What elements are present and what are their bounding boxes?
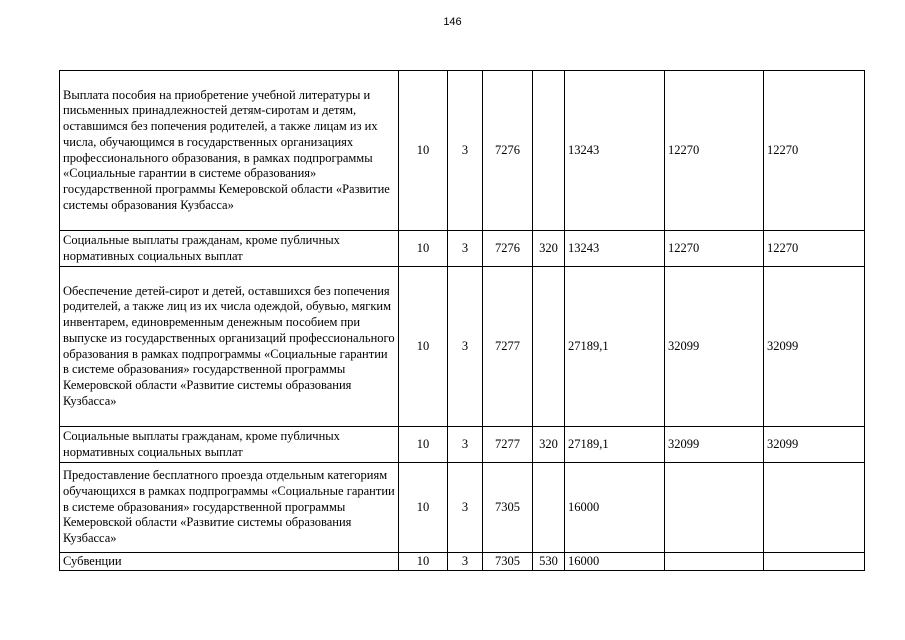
page-number: 146 bbox=[443, 16, 462, 28]
section-code: 10 bbox=[399, 427, 448, 463]
subsection-code: 3 bbox=[448, 231, 483, 267]
budget-table bbox=[59, 70, 865, 571]
expense-type-code bbox=[533, 71, 565, 231]
table-row bbox=[60, 553, 865, 571]
amount-year-3 bbox=[764, 553, 865, 571]
expense-type-code: 530 bbox=[533, 553, 565, 571]
row-description: Выплата пособия на приобретение учебной литературы и письменных принадлежностей детям-сиротам и детям, оставшимся без попечения родителей, а также лицам из их числа, обучающимся в государственных организациях профессионального образования, в рамках подпрограммы «Социальные гарантии в системе образования» государственной программы Кемеровской области «Развитие системы образования Кузбасса» bbox=[60, 71, 399, 231]
subsection-code: 3 bbox=[448, 553, 483, 571]
target-article-code: 7305 bbox=[483, 463, 533, 553]
section-code: 10 bbox=[399, 463, 448, 553]
subsection-code: 3 bbox=[448, 463, 483, 553]
subsection-code: 3 bbox=[448, 267, 483, 427]
subsection-code: 3 bbox=[448, 427, 483, 463]
target-article-code: 7277 bbox=[483, 267, 533, 427]
row-description: Социальные выплаты гражданам, кроме публичных нормативных социальных выплат bbox=[60, 231, 399, 267]
target-article-code: 7305 bbox=[483, 553, 533, 571]
amount-year-2 bbox=[665, 463, 764, 553]
amount-year-3: 12270 bbox=[764, 71, 865, 231]
target-article-code: 7276 bbox=[483, 231, 533, 267]
row-description: Социальные выплаты гражданам, кроме публичных нормативных социальных выплат bbox=[60, 427, 399, 463]
table-row bbox=[60, 71, 865, 231]
section-code: 10 bbox=[399, 71, 448, 231]
expense-type-code bbox=[533, 463, 565, 553]
subsection-code: 3 bbox=[448, 71, 483, 231]
amount-year-1: 13243 bbox=[565, 231, 665, 267]
section-code: 10 bbox=[399, 553, 448, 571]
expense-type-code: 320 bbox=[533, 231, 565, 267]
amount-year-3: 32099 bbox=[764, 267, 865, 427]
section-code: 10 bbox=[399, 231, 448, 267]
amount-year-3 bbox=[764, 463, 865, 553]
row-description: Субвенции bbox=[60, 553, 399, 571]
row-description: Предоставление бесплатного проезда отдельным категориям обучающихся в рамках подпрограммы «Социальные гарантии в системе образования» государственной программы Кемеровской области «Развитие системы образования Кузбасса» bbox=[60, 463, 399, 553]
expense-type-code bbox=[533, 267, 565, 427]
table-row bbox=[60, 267, 865, 427]
table-row bbox=[60, 231, 865, 267]
amount-year-2: 32099 bbox=[665, 427, 764, 463]
table-row bbox=[60, 463, 865, 553]
amount-year-2: 12270 bbox=[665, 231, 764, 267]
row-description: Обеспечение детей-сирот и детей, оставшихся без попечения родителей, а также лиц из их числа одеждой, обувью, мягким инвентарем, единовременным денежным пособием при выпуске из государственных организаций профессионального образования в рамках подпрограммы «Социальные гарантии в системе образования» государственной программы Кемеровской области «Развитие системы образования Кузбасса» bbox=[60, 267, 399, 427]
amount-year-1: 27189,1 bbox=[565, 267, 665, 427]
amount-year-2 bbox=[665, 553, 764, 571]
amount-year-2: 32099 bbox=[665, 267, 764, 427]
amount-year-1: 16000 bbox=[565, 463, 665, 553]
target-article-code: 7277 bbox=[483, 427, 533, 463]
amount-year-1: 16000 bbox=[565, 553, 665, 571]
amount-year-1: 27189,1 bbox=[565, 427, 665, 463]
amount-year-2: 12270 bbox=[665, 71, 764, 231]
section-code: 10 bbox=[399, 267, 448, 427]
table-row bbox=[60, 427, 865, 463]
expense-type-code: 320 bbox=[533, 427, 565, 463]
amount-year-3: 12270 bbox=[764, 231, 865, 267]
target-article-code: 7276 bbox=[483, 71, 533, 231]
amount-year-3: 32099 bbox=[764, 427, 865, 463]
amount-year-1: 13243 bbox=[565, 71, 665, 231]
